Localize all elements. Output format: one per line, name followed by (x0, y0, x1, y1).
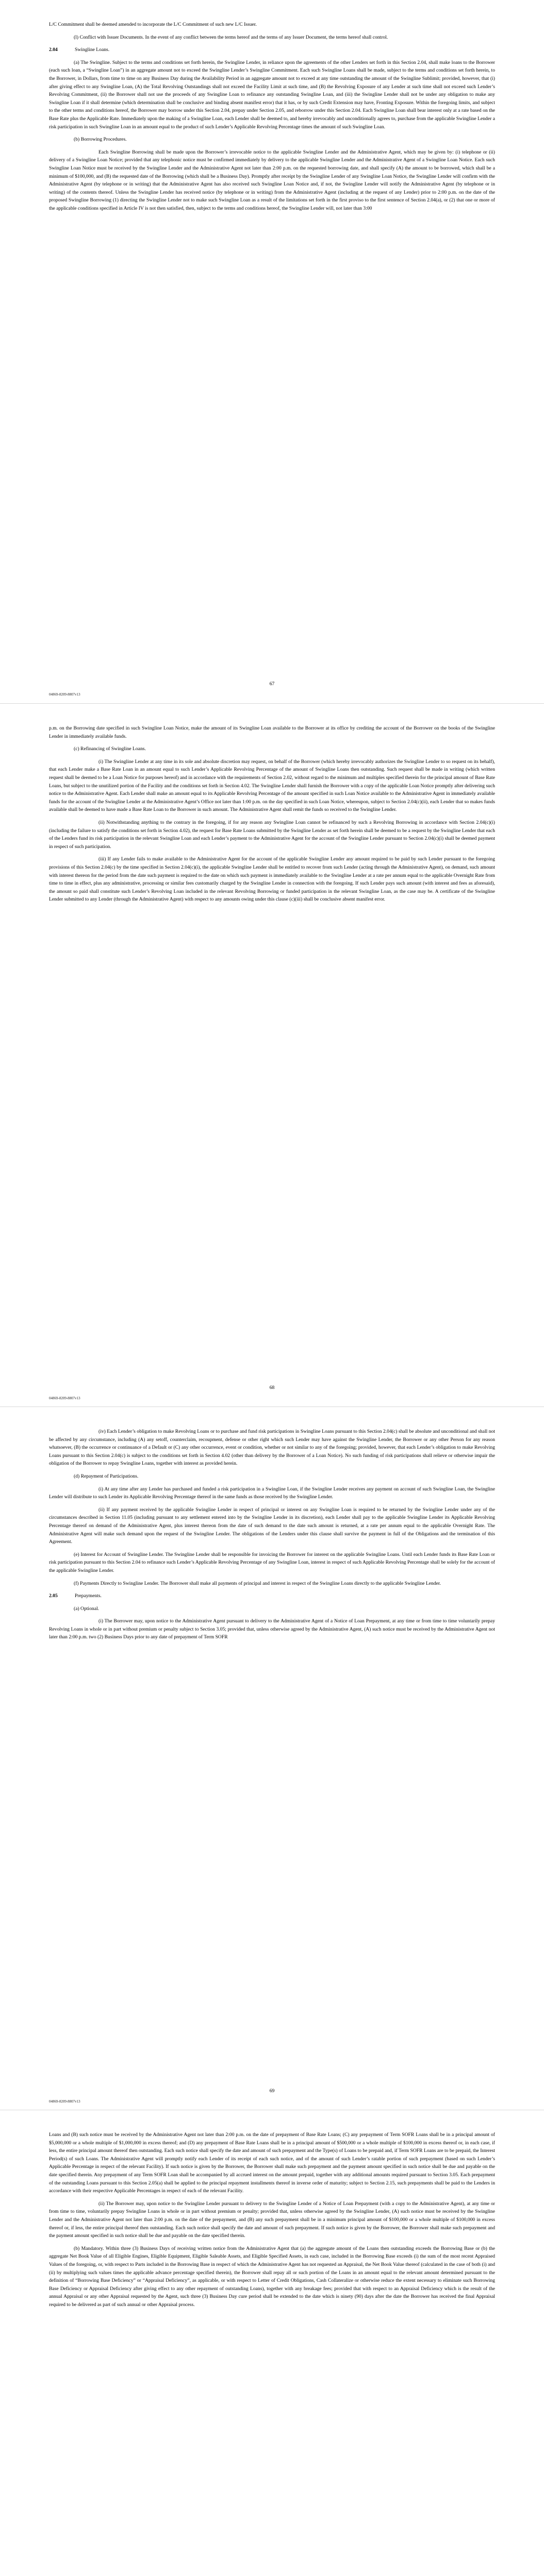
paragraph: (iii) If any Lender fails to make available to the Administrative Agent for the account of the applicable Swingline Lender any amount required to be paid by such Lender pursuant to the foregoing provisions of this Section 2.04(c) by the time specified in Section 2.04(c)(i), the applicable Swingline Lender shall be entitled to recover from such Lender (acting through the Administrative Agent), on demand, such amount with interest thereon for the period from the date such payment is required to the date on which such payment is immediately available to the Swingline Lender at a rate per annum equal to the applicable Overnight Rate from time to time in effect, plus any administrative, processing or similar fees customarily charged by the Swingline Lender in connection with the foregoing. If such Lender pays such amount (with interest and fees as aforesaid), the amount so paid shall constitute such Lender’s Revolving Loan included in the relevant Revolving Borrowing or funded participation in the relevant Swingline Loan, as the case may be. A certificate of the Swingline Lender submitted to any Lender (through the Administrative Agent) with respect to any amounts owing under this clause (c)(iii) shall be conclusive absent manifest error. (49, 856, 495, 903)
paragraph: (b) Mandatory. Within three (3) Business Days of receiving written notice from the Administrative Agent that (a) the aggregate amount of the Loans then outstanding exceeds the Borrowing Base or (b) the aggregate Net Book Value of all Eligible Engines, Eligible Equipment, Eligible Saleable Assets, and Eligible Specified Assets, in each case, included in the Borrowing Base exceeds (i) the sum of the most recent Appraised Values of the foregoing, or, with respect to Parts included in the Borrowing Base in respect of which the Administrative Agent has not requested an Appraisal, the Net Book Value thereof (calculated in the case of both (i) and (ii) by multiplying such values times the applicable advance percentage specified therein), the Borrower shall repay all or such portion of the Loans in an amount equal to the relevant amount determined pursuant to the definition of “Borrowing Base Deficiency” or “Appraisal Deficiency”, as applicable, or with respect to Letter of Credit Obligations, Cash Collateralize or otherwise reduce the extent necessary to eliminate such Borrowing Base Deficiency or Appraisal Deficiency after giving effect to any other repayment of outstanding Loans), together with any breakage fees; provided that with respect to an Appraisal Deficiency which is the result of the annual Appraisal or any other Appraisal requested by the Agent, such three (3) Business Day cure period shall be extended to the date which is ninety (90) days after the date the Borrower has received the final Appraisal required to be delivered as part of such annual or other Appraisal process. (49, 2245, 495, 2308)
document-page (0, 1406, 544, 2110)
paragraph: (e) Interest for Account of Swingline Lender. The Swingline Lender shall be responsible for invoicing the Borrower for interest on the applicable Swingline Loans. Until each Lender funds its Base Rate Loan or risk participation pursuant to this Section 2.04 to refinance such Lender’s Applicable Revolving Percentage of any Swingline Loan, interest in respect of such Applicable Revolving Percentage shall be solely for the account of the applicable Swingline Lender. (49, 1551, 495, 1573)
paragraph: (f) Payments Directly to Swingline Lender. The Borrower shall make all payments of principal and interest in respect of the Swingline Loans directly to the applicable Swingline Lender. (74, 1580, 441, 1586)
paragraph: L/C Commitment shall be deemed amended to incorporate the L/C Commitment of such new L/C Issuer. (49, 22, 257, 27)
paragraph: (l) Conflict with Issuer Documents. In the event of any conflict between the terms hereof and the terms of any Issuer Document, the terms hereof shall control. (74, 34, 388, 40)
paragraph: (iv) Each Lender’s obligation to make Revolving Loans or to purchase and fund risk participations in Swingline Loans pursuant to this Section 2.04(c) shall be absolute and unconditional and shall not be affected by any circumstance, including (A) any setoff, counterclaim, recoupment, defense or other right which such Lender may have against the Swingline Lender, the Borrower or any other Person for any reason whatsoever, (B) the occurrence or continuance of a Default or (C) any other occurrence, event or condition, whether or not similar to any of the foregoing; provided, however, that each Lender’s obligation to make Revolving Loans pursuant to this Section 2.04(c) is subject to the conditions set forth in Section 4.02 (other than delivery by the Borrower of a Loan Notice). No such funding of risk participations shall relieve or otherwise impair the obligation of the Borrower to repay Swingline Loans, together with interest as provided herein. (49, 1429, 495, 1467)
paragraph: (d) Repayment of Participations. (74, 1473, 139, 1479)
document-page (0, 703, 544, 1406)
paragraph: p.m. on the Borrowing date specified in such Swingline Loan Notice, make the amount of its Swingline Loan available to the Borrower at its office by crediting the account of the Borrower on the books of the Swingline Lender in immediately available funds. (49, 725, 495, 739)
paragraph: Loans and (B) such notice must be received by the Administrative Agent not later than 2:00 p.m. on the date of prepayment of Base Rate Loans; (C) any prepayment of Term SOFR Loans shall be in a principal amount of $5,000,000 or a whole multiple of $1,000,000 in excess thereof; and (D) any prepayment of Base Rate Loans shall be in a principal amount of $500,000 or a whole multiple of $100,000 in excess thereof or, in each case, if less, the entire principal amount thereof then outstanding. Each such notice shall specify the date and amount of such prepayment and the Type(s) of Loans to be prepaid and, if Term SOFR Loans are to be prepaid, the Interest Period(s) of such Loans. The Administrative Agent will promptly notify each Lender of its receipt of each such notice, and of the amount of such Lender’s ratable portion of such prepayment (based on such Lender’s Applicable Percentage in respect of the relevant Facility). If such notice is given by the Borrower, the Borrower shall make such prepayment and the payment amount specified in such notice shall be due and payable on the date specified therein. Any prepayment of any Term SOFR Loan shall be accompanied by all accrued interest on the amount prepaid, together with any additional amounts required pursuant to Section 3.05. Each prepayment of the outstanding Loans pursuant to this Section 2.05(a) shall be applied to the principal repayment installments thereof in inverse order of maturity; subject to Section 2.15, such prepayments shall be paid to the Lenders in accordance with their respective Applicable Percentages in respect of each of the relevant Facility. (49, 2132, 495, 2194)
paragraph: (ii) Notwithstanding anything to the contrary in the foregoing, if for any reason any Swingline Loan cannot be refinanced by such a Revolving Borrowing in accordance with Section 2.04(c)(i) (including the failure to satisfy the conditions set forth in Section 4.02), the request for Base Rate Loans submitted by the Swingline Lender as set forth herein shall be deemed to be a request by the Swingline Lender that each of the Lenders fund its risk participation in the relevant Swingline Loan and each Lender’s payment to the Administrative Agent for the account of the Swingline Lender pursuant to Section 2.04(c)(i) shall be deemed payment in respect of such participation. (49, 819, 495, 850)
page-number: 69 (269, 2088, 275, 2094)
section-title: Prepayments. (75, 1593, 102, 1599)
paragraph: (i) At any time after any Lender has purchased and funded a risk participation in a Swingline Loan, if the Swingline Lender receives any payment on account of such Swingline Loan, the Swingline Lender will distribute to such Lender its Applicable Revolving Percentage thereof in the same funds as those received by the Swingline Lender. (49, 1486, 495, 1500)
paragraph: (a) Optional. (74, 1605, 100, 1612)
page-number: 67 (269, 681, 275, 687)
document-page (0, 0, 544, 703)
section-number: 2.05 (49, 1593, 58, 1599)
section-title: Swingline Loans. (75, 47, 110, 53)
document-footer-id: 04869-8209-8807v13 (49, 1396, 80, 1400)
section-heading (49, 46, 495, 54)
section-heading (49, 1592, 495, 1600)
page-number: 68 (269, 1385, 275, 1391)
paragraph: (i) The Swingline Lender at any time in its sole and absolute discretion may request, on behalf of the Borrower (which hereby irrevocably authorizes the Swingline Lender to so request on its behalf), that each Lender make a Base Rate Loan in an amount equal to such Lender’s Applicable Revolving Percentage of the amount of Swingline Loans then outstanding. Such request shall be made in writing (which written request shall be deemed to be a Loan Notice for purposes hereof) and in accordance with the requirements of Section 2.02, without regard to the minimum and multiples specified therein for the principal amount of Base Rate Loans, but subject to the unutilized portion of the Facility and the conditions set forth in Section 4.02. The Swingline Lender shall furnish the Borrower with a copy of the applicable Loan Notice promptly after delivering such notice to the Administrative Agent. Each Lender shall make an amount equal to its Applicable Revolving Percentage of the amount specified in such Loan Notice available to the Administrative Agent in immediately available funds for the account of the Swingline Lender at the Administrative Agent’s Office not later than 1:00 p.m. on the day specified in such Loan Notice, whereupon, subject to Section 2.04(c)(ii), each Lender that so makes funds available shall be deemed to have made a Base Rate Loan to the Borrower in such amount. The Administrative Agent shall remit the funds so received to the Swingline Lender. (49, 758, 495, 813)
paragraph: (ii) The Borrower may, upon notice to the Swingline Lender pursuant to delivery to the Swingline Lender of a Notice of Loan Prepayment (with a copy to the Administrative Agent), at any time or from time to time, voluntarily prepay Swingline Loans in whole or in part without premium or penalty; provided that, unless otherwise agreed by the Swingline Lender, (A) such notice must be received by the Swingline Lender and the Administrative Agent not later than 2:00 p.m. on the date of the prepayment, and (B) any such prepayment shall be in a minimum principal amount of $100,000 or a whole multiple of $100,000 in excess thereof or, if less, the entire principal thereof then outstanding. Each such notice shall specify the date and amount of such prepayment. If such notice is given by the Borrower, the Borrower shall make such prepayment and the payment amount specified in such notice shall be due and payable on the date specified therein. (49, 2200, 495, 2239)
document-footer-id: 04869-8209-8807v13 (49, 692, 80, 697)
paragraph: (a) The Swingline. Subject to the terms and conditions set forth herein, the Swingline Lender, in reliance upon the agreements of the other Lenders set forth in this Section 2.04, shall make loans to the Borrower (each such loan, a “Swingline Loan”) in an aggregate amount not to exceed the Swingline Lender’s Swingline Commitment. Each such Swingline Loans shall be made, subject to the terms and conditions set forth herein, to the Borrower, in Dollars, from time to time on any Business Day during the Availability Period in an aggregate amount not to exceed at any time outstanding the amount of the Swingline Sublimit; provided, however, that (i) after giving effect to any Swingline Loan, (A) the Total Revolving Outstandings shall not exceed the Facility Limit at such time, and (B) the Revolving Exposure of any Lender at such time shall not exceed such Lender’s Revolving Commitment, (ii) the Borrower shall not use the proceeds of any Swingline Loan to refinance any outstanding Swingline Loan, and (iii) the Swingline Lender shall not be under any obligation to make any Swingline Loan if it shall determine (which determination shall be conclusive and binding absent manifest error) that it has, or by such Credit Extension may have, Fronting Exposure. Within the foregoing limits, and subject to the other terms and conditions hereof, the Borrower may borrow under this Section 2.04, prepay under Section 2.05, and reborrow under this Section 2.04. Each Swingline Loan shall bear interest only at a rate based on the Base Rate plus the Applicable Rate. Immediately upon the making of a Swingline Loan, each Lender shall be deemed to, and hereby irrevocably and unconditionally agrees to, purchase from the applicable Swingline Lender a risk participation in such Swingline Loan in an amount equal to the product of such Lender’s Applicable Revolving Percentage times the amount of such Swingline Loan. (49, 59, 495, 130)
paragraph: (ii) If any payment received by the applicable Swingline Lender in respect of principal or interest on any Swingline Loan is required to be returned by the Swingline Lender under any of the circumstances described in Section 11.05 (including pursuant to any settlement entered into by the Swingline Lender in its discretion), each Lender shall pay to the applicable Swingline Lender its Applicable Revolving Percentage thereof on demand of the Administrative Agent, plus interest thereon from the date of such demand to the date such amount is returned, at a rate per annum equal to the applicable Overnight Rate. The Administrative Agent will make such demand upon the request of the Swingline Lender. The obligations of the Lenders under this clause shall survive the payment in full of the Obligations and the termination of this Agreement. (49, 1506, 495, 1545)
document-footer-id: 04869-8209-8807v13 (49, 2099, 80, 2104)
paragraph: (c) Refinancing of Swingline Loans. (74, 746, 146, 752)
paragraph: (b) Borrowing Procedures. (74, 137, 127, 143)
paragraph: (i) The Borrower may, upon notice to the Administrative Agent pursuant to delivery to the Administrative Agent of a Notice of Loan Prepayment, at any time or from time to time voluntarily prepay Revolving Loans in whole or in part without premium or penalty subject to Section 3.05; provided that, unless otherwise agreed by the Administrative Agent, (A) such notice must be received by the Administrative Agent not later than 2:00 p.m. two (2) Business Days prior to any date of prepayment of Term SOFR (49, 1618, 495, 1640)
section-number: 2.04 (49, 47, 58, 53)
paragraph: Each Swingline Borrowing shall be made upon the Borrower’s irrevocable notice to the applicable Swingline Lender and the Administrative Agent, which may be given by: (i) telephone or (ii) delivery of a Swingline Loan Notice; provided that any telephonic notice must be confirmed immediately by delivery to the applicable Swingline Lender and the Administrative Agent of a Swingline Loan Notice. Each such Swingline Loan Notice must be received by the Swingline Lender and the Administrative Agent not later than 2:00 p.m. on the requested borrowing date, and shall specify (A) the amount to be borrowed, which shall be a minimum of $100,000, and (B) the requested date of the Borrowing (which shall be a Business Day). Promptly after receipt by the Swingline Lender of any Swingline Loan Notice, the Swingline Lender will confirm with the Administrative Agent (by telephone or in writing) that the Administrative Agent has also received such Swingline Loan Notice and, if not, the Swingline Lender will notify the Administrative Agent (by telephone or in writing) of the contents thereof. Unless the Swingline Lender has received notice (by telephone or in writing) from the Administrative Agent (including at the request of any Lender) prior to 2:00 p.m. on the date of the proposed Swingline Borrowing (1) directing the Swingline Lender not to make such Swingline Loan as a result of the limitations set forth in the first proviso to the first sentence of Section 2.04(a), or (2) that one or more of the applicable conditions specified in Article IV is not then satisfied, then, subject to the terms and conditions hereof, the Swingline Lender will, not later than 3:00 (49, 149, 495, 211)
document-page (0, 2110, 544, 2576)
